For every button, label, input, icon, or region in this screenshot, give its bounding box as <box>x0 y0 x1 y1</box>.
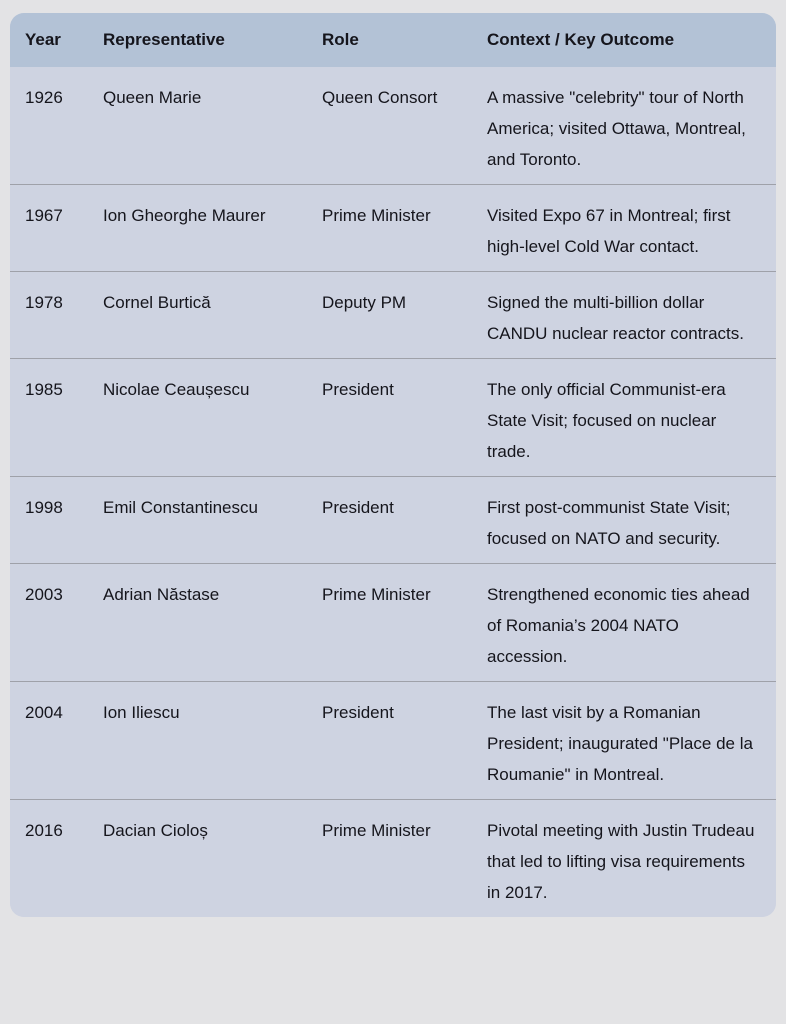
table-row <box>10 272 776 359</box>
role-cell: President <box>322 359 487 477</box>
role-cell: Prime Minister <box>322 564 487 682</box>
role-cell: Deputy PM <box>322 272 487 359</box>
table-row <box>10 67 776 185</box>
year-cell: 2004 <box>10 682 103 800</box>
context-cell: The last visit by a Romanian President; inaugurated "Place de la Roumanie" in Montreal. <box>487 682 776 800</box>
role-cell: President <box>322 477 487 564</box>
role-cell: President <box>322 682 487 800</box>
representative-cell: Ion Iliescu <box>103 682 322 800</box>
table-header <box>10 13 776 67</box>
column-header-context: Context / Key Outcome <box>487 13 776 67</box>
context-cell: Signed the multi-billion dollar CANDU nuclear reactor contracts. <box>487 272 776 359</box>
year-cell: 1978 <box>10 272 103 359</box>
representative-cell: Nicolae Ceaușescu <box>103 359 322 477</box>
representative-cell: Dacian Cioloș <box>103 800 322 918</box>
context-cell: Strengthened economic ties ahead of Romania’s 2004 NATO accession. <box>487 564 776 682</box>
representative-cell: Emil Constantinescu <box>103 477 322 564</box>
visits-table <box>10 13 776 917</box>
context-cell: A massive "celebrity" tour of North America; visited Ottawa, Montreal, and Toronto. <box>487 67 776 185</box>
table-row <box>10 800 776 918</box>
role-cell: Prime Minister <box>322 800 487 918</box>
representative-cell: Queen Marie <box>103 67 322 185</box>
column-header-role: Role <box>322 13 487 67</box>
visits-table-card <box>10 13 776 917</box>
table-row <box>10 564 776 682</box>
year-cell: 1967 <box>10 185 103 272</box>
table-row <box>10 185 776 272</box>
column-header-year: Year <box>10 13 103 67</box>
table-row <box>10 477 776 564</box>
table-body <box>10 67 776 917</box>
context-cell: The only official Communist-era State Visit; focused on nuclear trade. <box>487 359 776 477</box>
year-cell: 1926 <box>10 67 103 185</box>
representative-cell: Adrian Năstase <box>103 564 322 682</box>
year-cell: 2003 <box>10 564 103 682</box>
role-cell: Queen Consort <box>322 67 487 185</box>
table-row <box>10 682 776 800</box>
context-cell: Pivotal meeting with Justin Trudeau that led to lifting visa requirements in 2017. <box>487 800 776 918</box>
column-header-representative: Representative <box>103 13 322 67</box>
role-cell: Prime Minister <box>322 185 487 272</box>
table-row <box>10 359 776 477</box>
context-cell: First post-communist State Visit; focused on NATO and security. <box>487 477 776 564</box>
year-cell: 1998 <box>10 477 103 564</box>
header-row <box>10 13 776 67</box>
year-cell: 1985 <box>10 359 103 477</box>
representative-cell: Ion Gheorghe Maurer <box>103 185 322 272</box>
representative-cell: Cornel Burtică <box>103 272 322 359</box>
year-cell: 2016 <box>10 800 103 918</box>
context-cell: Visited Expo 67 in Montreal; first high-level Cold War contact. <box>487 185 776 272</box>
